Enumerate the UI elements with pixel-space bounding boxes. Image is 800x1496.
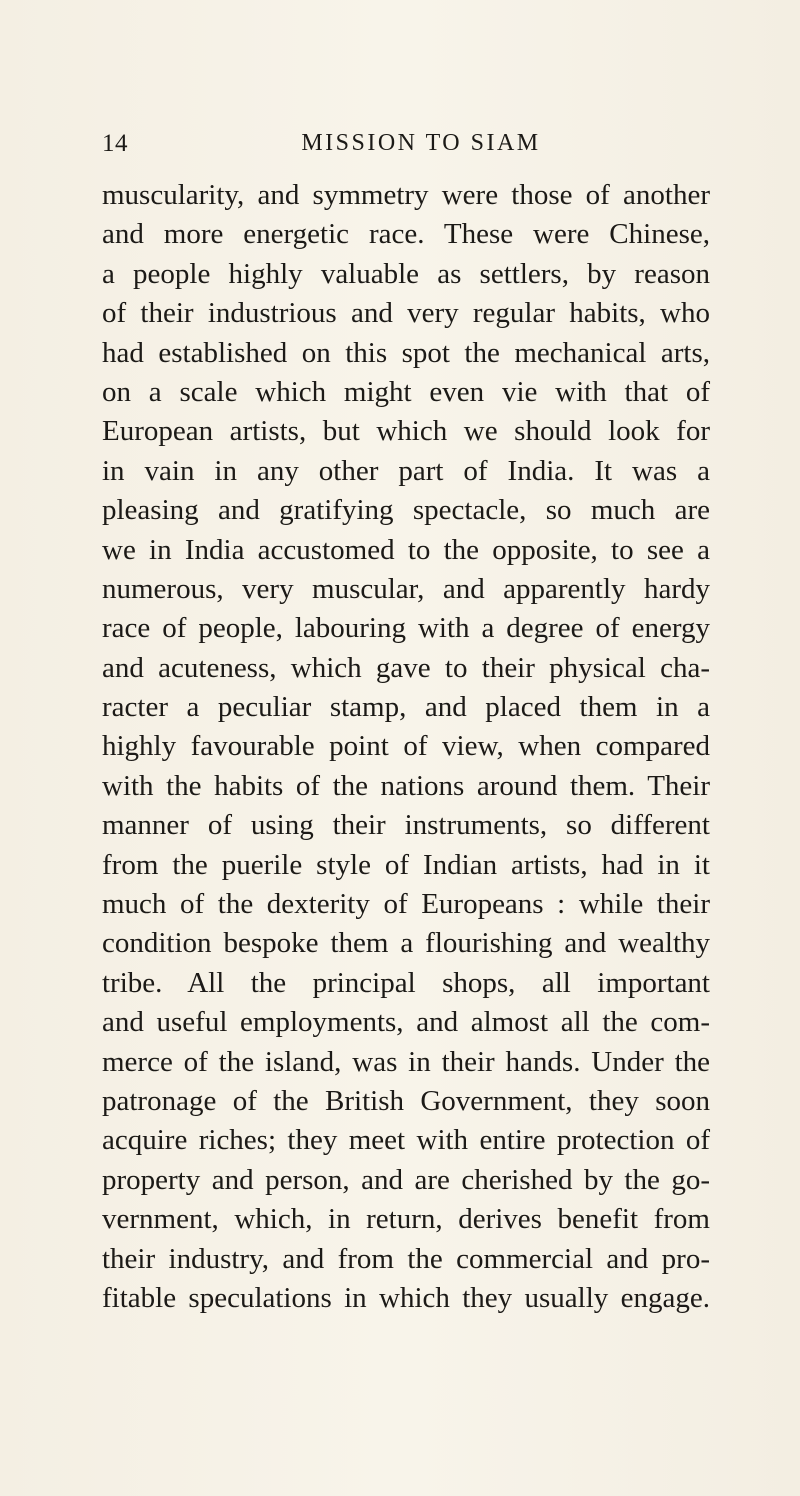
text-line: fitable speculations in which they usually engage. (102, 1281, 710, 1314)
text-line: had established on this spot the mechanical arts, (102, 336, 710, 369)
text-line: highly favourable point of view, when compared (102, 730, 710, 763)
body-text (102, 176, 710, 1318)
text-line: and useful employments, and almost all the com- (102, 1006, 710, 1039)
text-line: vernment, which, in return, derives benefit from (102, 1203, 710, 1236)
text-line: patronage of the British Government, they soon (102, 1084, 710, 1117)
text-line: race of people, labouring with a degree of energy (102, 612, 710, 645)
page-header (102, 130, 710, 170)
text-line: in vain in any other part of India. It was a (102, 454, 710, 487)
text-line: and acuteness, which gave to their physical cha- (102, 651, 710, 684)
text-line: property and person, and are cherished by the go- (102, 1163, 710, 1196)
text-line: a people highly valuable as settlers, by reason (102, 257, 710, 290)
page-number: 14 (102, 130, 128, 157)
text-line: condition bespoke them a flourishing and wealthy (102, 927, 710, 960)
text-line: on a scale which might even vie with that of (102, 375, 710, 408)
text-line: from the puerile style of Indian artists, had in it (102, 848, 710, 881)
text-line: merce of the island, was in their hands. Under the (102, 1045, 710, 1078)
text-line: much of the dexterity of Europeans : while their (102, 888, 710, 921)
text-line: with the habits of the nations around them. Their (102, 769, 710, 802)
text-line: numerous, very muscular, and apparently hardy (102, 572, 710, 605)
text-line: European artists, but which we should look for (102, 415, 710, 448)
text-line: manner of using their instruments, so different (102, 809, 710, 842)
text-line: their industry, and from the commercial and pro- (102, 1242, 710, 1275)
text-line: of their industrious and very regular habits, who (102, 297, 710, 330)
text-line: tribe. All the principal shops, all important (102, 966, 710, 999)
text-line: pleasing and gratifying spectacle, so much are (102, 494, 710, 527)
text-line: muscularity, and symmetry were those of another (102, 179, 710, 211)
text-line: we in India accustomed to the opposite, to see a (102, 533, 710, 566)
text-line: and more energetic race. These were Chinese, (102, 218, 710, 251)
text-line: racter a peculiar stamp, and placed them in a (102, 691, 710, 724)
running-title: MISSION TO SIAM (301, 130, 541, 156)
text-line: acquire riches; they meet with entire protection of (102, 1124, 710, 1157)
